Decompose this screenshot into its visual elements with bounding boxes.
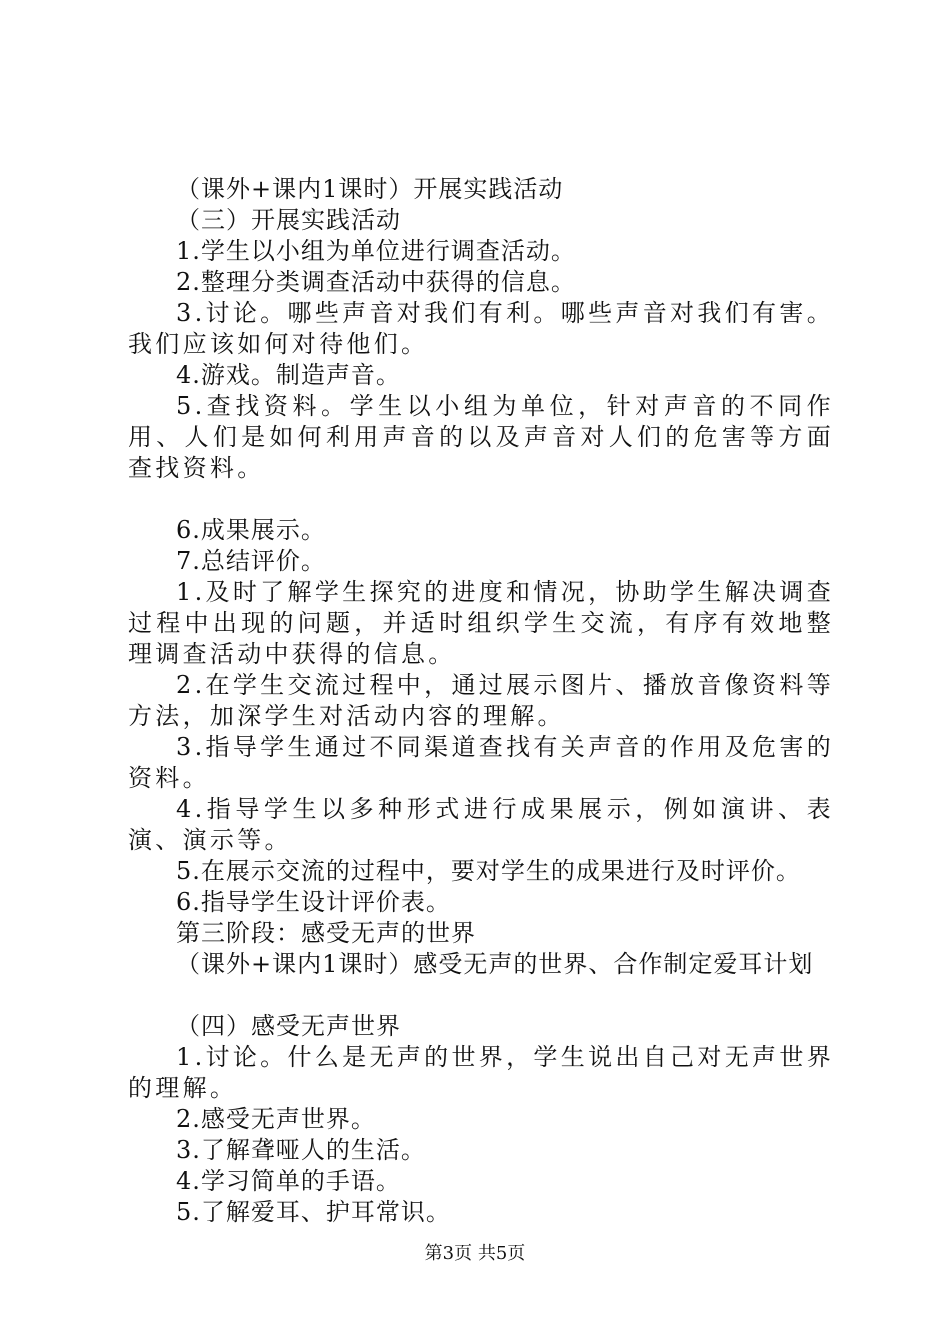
document-body — [128, 174, 834, 1228]
list-item: 3.指导学生通过不同渠道查找有关声音的作用及危害的资料。 — [128, 733, 834, 792]
list-item: 4.指导学生以多种形式进行成果展示，例如演讲、表演、演示等。 — [128, 795, 834, 854]
list-item: 7.总结评价。 — [176, 547, 326, 575]
paragraph: （课外+课内1课时）感受无声的世界、合作制定爱耳计划 — [176, 950, 814, 978]
list-item: 1.学生以小组为单位进行调查活动。 — [176, 237, 576, 265]
list-item: 3.讨论。哪些声音对我们有利。哪些声音对我们有害。我们应该如何对待他们。 — [128, 299, 834, 358]
list-item: 6.成果展示。 — [176, 516, 326, 544]
paragraph: （课外+课内1课时）开展实践活动 — [176, 175, 564, 203]
blank-line — [128, 980, 834, 1011]
list-item: 1.及时了解学生探究的进度和情况，协助学生解决调查过程中出现的问题，并适时组织学生交流，有序有效地整理调查活动中获得的信息。 — [128, 578, 834, 668]
list-item: 5.了解爱耳、护耳常识。 — [176, 1198, 451, 1226]
list-item: 5.查找资料。学生以小组为单位，针对声音的不同作用、人们是如何利用声音的以及声音对人们的危害等方面查找资料。 — [128, 392, 834, 482]
list-item: 1.讨论。什么是无声的世界，学生说出自己对无声世界的理解。 — [128, 1043, 834, 1102]
section-heading: 第三阶段：感受无声的世界 — [176, 919, 476, 947]
blank-line — [128, 484, 834, 515]
page-number-footer: 第3页 共5页 — [424, 1243, 526, 1264]
list-item: 5.在展示交流的过程中，要对学生的成果进行及时评价。 — [176, 857, 801, 885]
list-item: 2.整理分类调查活动中获得的信息。 — [176, 268, 576, 296]
section-heading: （三）开展实践活动 — [176, 206, 401, 234]
list-item: 3.了解聋哑人的生活。 — [176, 1136, 426, 1164]
list-item: 4.游戏。制造声音。 — [176, 361, 401, 389]
list-item: 2.感受无声世界。 — [176, 1105, 376, 1133]
list-item: 4.学习简单的手语。 — [176, 1167, 401, 1195]
list-item: 2.在学生交流过程中，通过展示图片、播放音像资料等方法，加深学生对活动内容的理解。 — [128, 671, 834, 730]
list-item: 6.指导学生设计评价表。 — [176, 888, 451, 916]
section-heading: （四）感受无声世界 — [176, 1012, 401, 1040]
